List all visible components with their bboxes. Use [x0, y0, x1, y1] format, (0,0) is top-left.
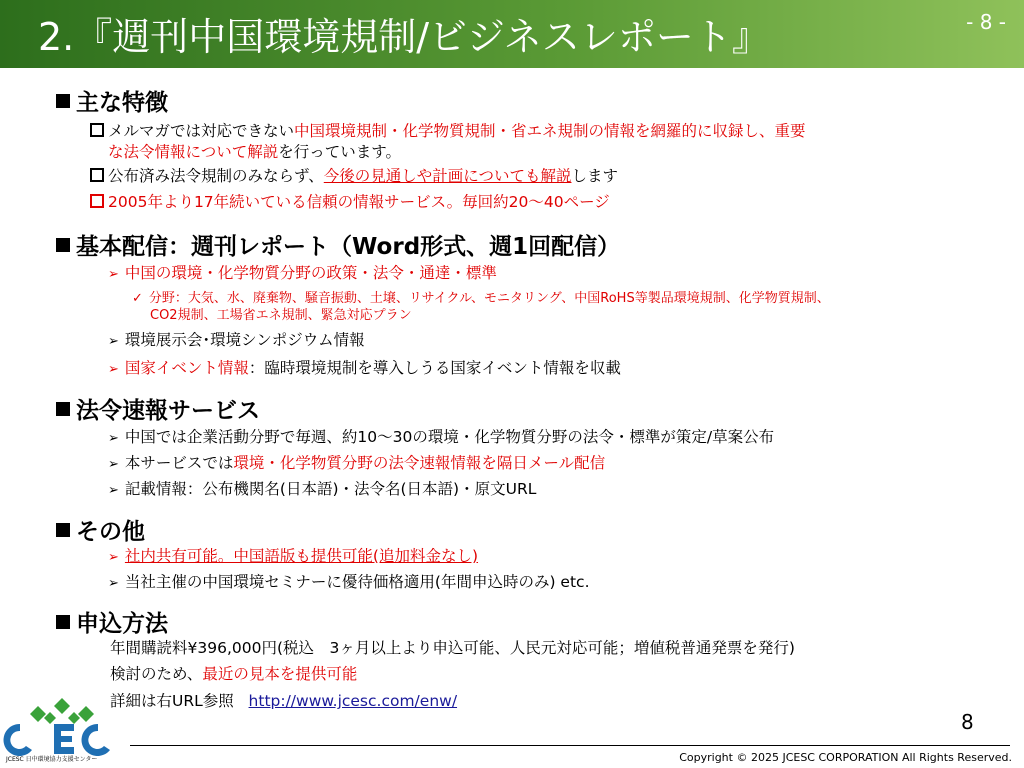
header-bar	[0, 0, 1024, 68]
checkbox-bullet-icon	[90, 123, 104, 137]
checkmark-icon: ✓	[132, 291, 143, 306]
section-heading-basic: 基本配信：週刊レポート（Word形式、週1回配信）	[56, 228, 620, 261]
apply-line-3: 詳細は右URL参照 http://www.jcesc.com/enw/	[110, 692, 458, 710]
flash-item-1: ➢ 中国では企業活動分野で毎週、約10～30の環境・化学物質分野の法令・標準が策定/草案公布	[108, 427, 774, 449]
basic-sub-2: CO2規制、工場省エネ規制、緊急対応プラン	[150, 308, 412, 323]
slide-number: 8	[961, 710, 974, 734]
page-label: - 8 -	[966, 10, 1006, 34]
features-item-2: 公布済み法令規制のみならず、今後の見通しや計画についても解説します	[90, 166, 618, 186]
other-item-2: ➢ 当社主催の中国環境セミナーに優待価格適用(年間申込時のみ) etc.	[108, 572, 590, 594]
arrow-bullet-icon: ➢	[108, 483, 119, 498]
checkbox-bullet-icon	[90, 194, 104, 208]
features-item-3: 2005年より17年続いている信頼の情報サービス。毎回約20～40ページ	[90, 192, 610, 212]
square-bullet-icon	[56, 523, 70, 537]
square-bullet-icon	[56, 238, 70, 252]
basic-item-2: ➢ 環境展示会･環境シンポジウム情報	[108, 330, 365, 352]
arrow-bullet-icon: ➢	[108, 334, 119, 349]
square-bullet-icon	[56, 402, 70, 416]
features-item-1: メルマガでは対応できない中国環境規制・化学物質規制・省エネ規制の情報を網羅的に収録し、重要	[90, 121, 806, 141]
other-item-1: ➢ 社内共有可能。中国語版も提供可能(追加料金なし)	[108, 546, 478, 568]
logo-caption: JCESC 日中環境協力支援センター	[6, 756, 98, 763]
section-heading-features: 主な特徴	[56, 84, 168, 117]
arrow-bullet-icon: ➢	[108, 457, 119, 472]
arrow-bullet-icon: ➢	[108, 576, 119, 591]
flash-item-3: ➢ 記載情報：公布機関名(日本語)・法令名(日本語)・原文URL	[108, 479, 536, 501]
apply-line-1: 年間購読料¥396,000円(税込 3ヶ月以上より申込可能、人民元対応可能；増値税普通発票を発行)	[110, 639, 795, 657]
basic-item-3: ➢ 国家イベント情報：臨時環境規制を導入しうる国家イベント情報を収載	[108, 358, 621, 380]
square-bullet-icon	[56, 615, 70, 629]
checkbox-bullet-icon	[90, 168, 104, 182]
arrow-bullet-icon: ➢	[108, 267, 119, 282]
square-bullet-icon	[56, 94, 70, 108]
arrow-bullet-icon: ➢	[108, 550, 119, 565]
section-heading-flash: 法令速報サービス	[56, 392, 260, 425]
apply-line-2: 検討のため、最近の見本を提供可能	[110, 665, 358, 683]
section-heading-apply: 申込方法	[56, 605, 168, 638]
flash-item-2: ➢ 本サービスでは環境・化学物質分野の法令速報情報を隔日メール配信	[108, 453, 605, 475]
basic-sub-1: ✓ 分野：大気、水、廃棄物、騒音振動、土壌、リサイクル、モニタリング、中国RoHS等製品環境規制、化学物質規制、	[132, 291, 830, 306]
footer-divider	[130, 745, 1010, 746]
jcesc-url-link[interactable]: http://www.jcesc.com/enw/	[248, 692, 458, 710]
features-item-1-cont: な法令情報について解説を行っています。	[108, 143, 401, 161]
arrow-bullet-icon: ➢	[108, 362, 119, 377]
page-title: 2.『週刊中国環境規制/ビジネスレポート』	[38, 15, 770, 59]
arrow-bullet-icon: ➢	[108, 431, 119, 446]
section-heading-other: その他	[56, 513, 145, 546]
copyright-text: Copyright © 2025 JCESC CORPORATION All Rights Reserved.	[679, 751, 1012, 764]
basic-item-1: ➢ 中国の環境・化学物質分野の政策・法令・通達・標準	[108, 263, 497, 285]
